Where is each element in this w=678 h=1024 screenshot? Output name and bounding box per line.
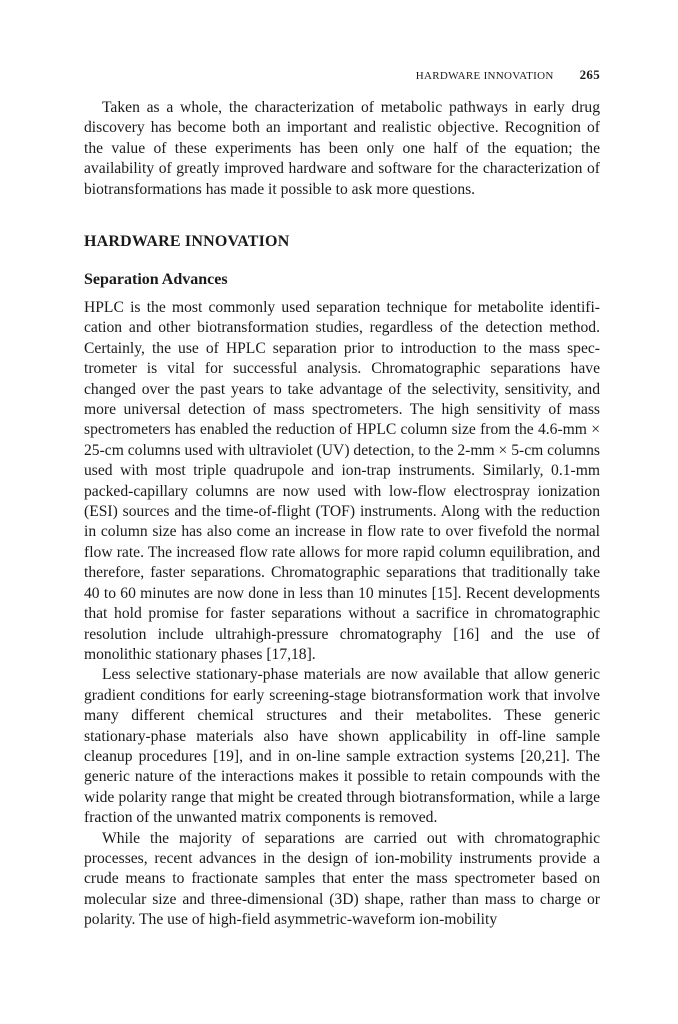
- section-heading: HARDWARE INNOVATION: [84, 233, 290, 250]
- intro-paragraph: Taken as a whole, the characterization of metabolic pathways in early drug discovery has become both an important and realistic objective. Recognition of the value of these experiments has been only one half of the equation; the availability of greatly improved hardware and software for the characterization of biotransformations has made it possible to ask more questions.: [84, 99, 600, 198]
- subsection-heading: Separation Advances: [84, 271, 228, 288]
- running-head: [84, 67, 600, 83]
- body-paragraph-2: Less selective stationary-phase materials are now available that allow generic gradient conditions for early screening-stage biotransformation work that involve many different chemical structures and their metabolites. These generic stationary-phase materials also have shown applicability in off-line sample cleanup procedures [19], and in on-line sample extraction systems [20,21]. The generic nature of the interactions makes it possible to retain compounds with the wide polarity range that might be created through biotransformation, while a large fraction of the unwanted matrix components is removed.: [84, 666, 600, 827]
- page-number: 265: [579, 67, 600, 82]
- section-text-block: [84, 298, 600, 931]
- body-paragraph-1: HPLC is the most commonly used separation technique for metabolite identification and other biotransformation studies, regardless of the detection method. Certainly, the use of HPLC separation prior to introduction to the mass spectrometer is vital for successful analysis. Chromatographic separations have changed over the past years to take advantage of the selectivity, sensitivity, and more universal detection of mass spectrometers. The high sensitivity of mass spectrometers has enabled the reduction of HPLC column size from the 4.6-mm × 25-cm columns used with ultraviolet (UV) detection, to the 2-mm × 5-cm columns used with most triple quadrupole and ion-trap instruments. Similarly, 0.1-mm packed-capillary columns are now used with low-flow electrospray ionization (ESI) sources and the time-of-flight (TOF) instruments. Along with the reduction in column size has also come an increase in flow rate to over fivefold the normal flow rate. The increased flow rate allows for more rapid column equilibration, and therefore, faster separations. Chromatographic separations that traditionally take 40 to 60 minutes are now done in less than 10 minutes [15]. Recent developments that hold promise for faster separations without a sacrifice in chromatographic resolution include ultrahigh-pressure chromatography [16] and the use of monolithic stationary phases [17,18].: [84, 299, 600, 663]
- running-title: HARDWARE INNOVATION: [415, 70, 554, 82]
- intro-text-block: [84, 98, 600, 200]
- body-paragraph-3: While the majority of separations are carried out with chromatographic processes, recent advances in the design of ion-mobility instruments provide a crude means to fractionate samples that enter the mass spectrometer based on molecular size and three-dimensional (3D) shape, rather than mass to charge or polarity. The use of high-field asymmetric-waveform ion-mobility: [84, 829, 600, 929]
